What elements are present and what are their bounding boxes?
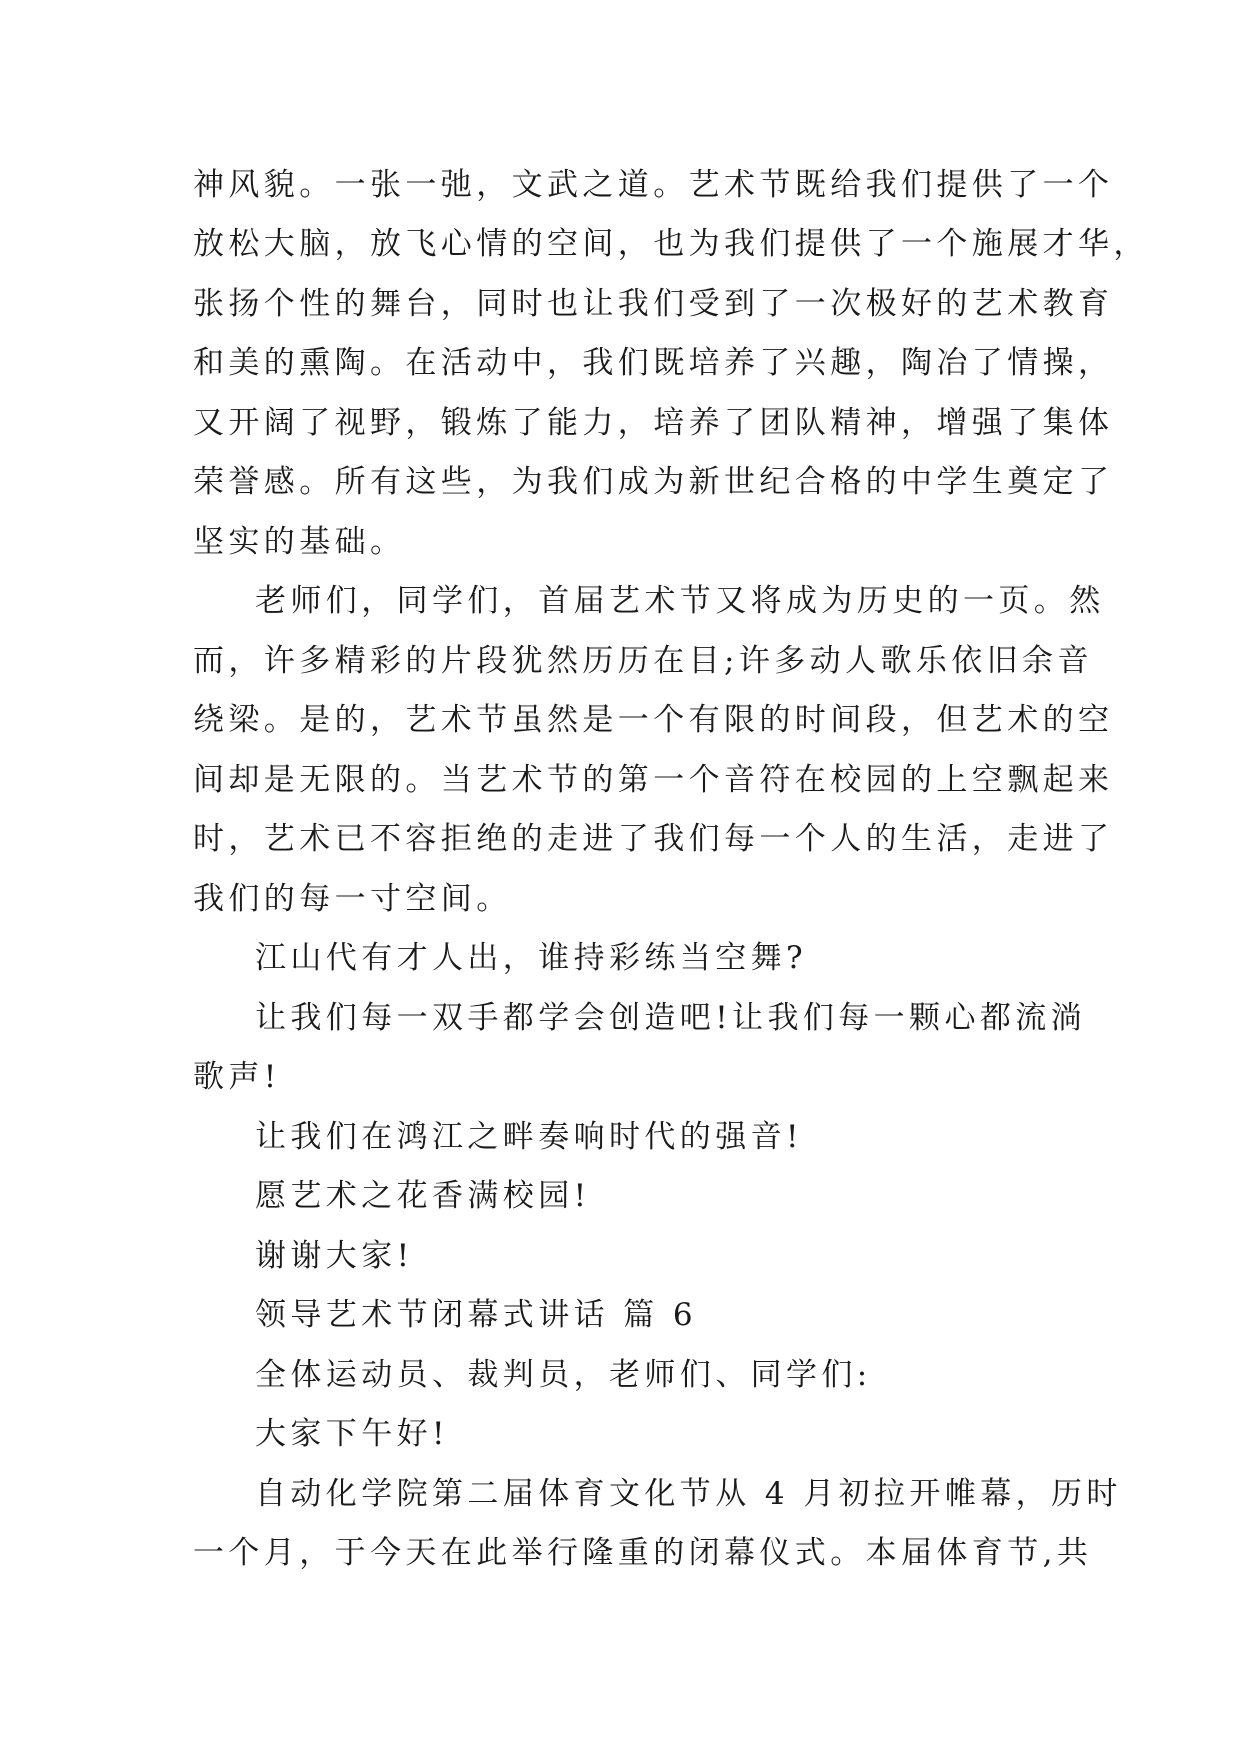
body-text-line: 张扬个性的舞台，同时也让我们受到了一次极好的艺术教育 (193, 286, 1114, 322)
body-text-line: 一个月，于今天在此举行隆重的闭幕仪式。本届体育节,共 (193, 1535, 1093, 1571)
body-text-line: 我们的每一寸空间。 (193, 881, 512, 917)
body-text-line: 歌声! (193, 1059, 281, 1095)
body-text-line: 和美的熏陶。在活动中，我们既培养了兴趣，陶冶了情操， (193, 345, 1114, 381)
body-text-line: 绕梁。是的，艺术节虽然是一个有限的时间段，但艺术的空 (193, 702, 1114, 738)
body-text-line: 间却是无限的。当艺术节的第一个音符在校园的上空飘起来 (193, 762, 1114, 798)
paragraph-first-line: 让我们每一双手都学会创造吧!让我们每一颗心都流淌 (255, 1000, 1087, 1036)
section-heading: 领导艺术节闭幕式讲话 篇 6 (255, 1297, 698, 1333)
paragraph-first-line: 让我们在鸿江之畔奏响时代的强音! (255, 1119, 803, 1155)
paragraph-first-line: 老师们，同学们，首届艺术节又将成为历史的一页。然 (255, 583, 1105, 619)
body-text-line: 坚实的基础。 (193, 524, 406, 560)
body-text-line: 而，许多精彩的片段犹然历历在目;许多动人歌乐依旧余音 (193, 643, 1093, 679)
body-text-line: 神风貌。一张一弛，文武之道。艺术节既给我们提供了一个 (193, 167, 1114, 203)
paragraph-first-line: 谢谢大家! (255, 1238, 414, 1274)
salutation-line: 全体运动员、裁判员，老师们、同学们: (255, 1357, 872, 1393)
body-text-line: 荣誉感。所有这些，为我们成为新世纪合格的中学生奠定了 (193, 464, 1114, 500)
body-text-line: 放松大脑，放飞心情的空间，也为我们提供了一个施展才华， (193, 226, 1149, 262)
body-text-line: 时，艺术已不容拒绝的走进了我们每一个人的生活，走进了 (193, 821, 1114, 857)
paragraph-first-line: 江山代有才人出，谁持彩练当空舞? (255, 940, 808, 976)
paragraph-first-line: 愿艺术之花香满校园! (255, 1178, 591, 1214)
body-text-line: 又开阔了视野，锻炼了能力，培养了团队精神，增强了集体 (193, 405, 1114, 441)
greeting-line: 大家下午好! (255, 1416, 449, 1452)
paragraph-first-line: 自动化学院第二届体育文化节从 4 月初拉开帷幕，历时 (255, 1476, 1122, 1512)
